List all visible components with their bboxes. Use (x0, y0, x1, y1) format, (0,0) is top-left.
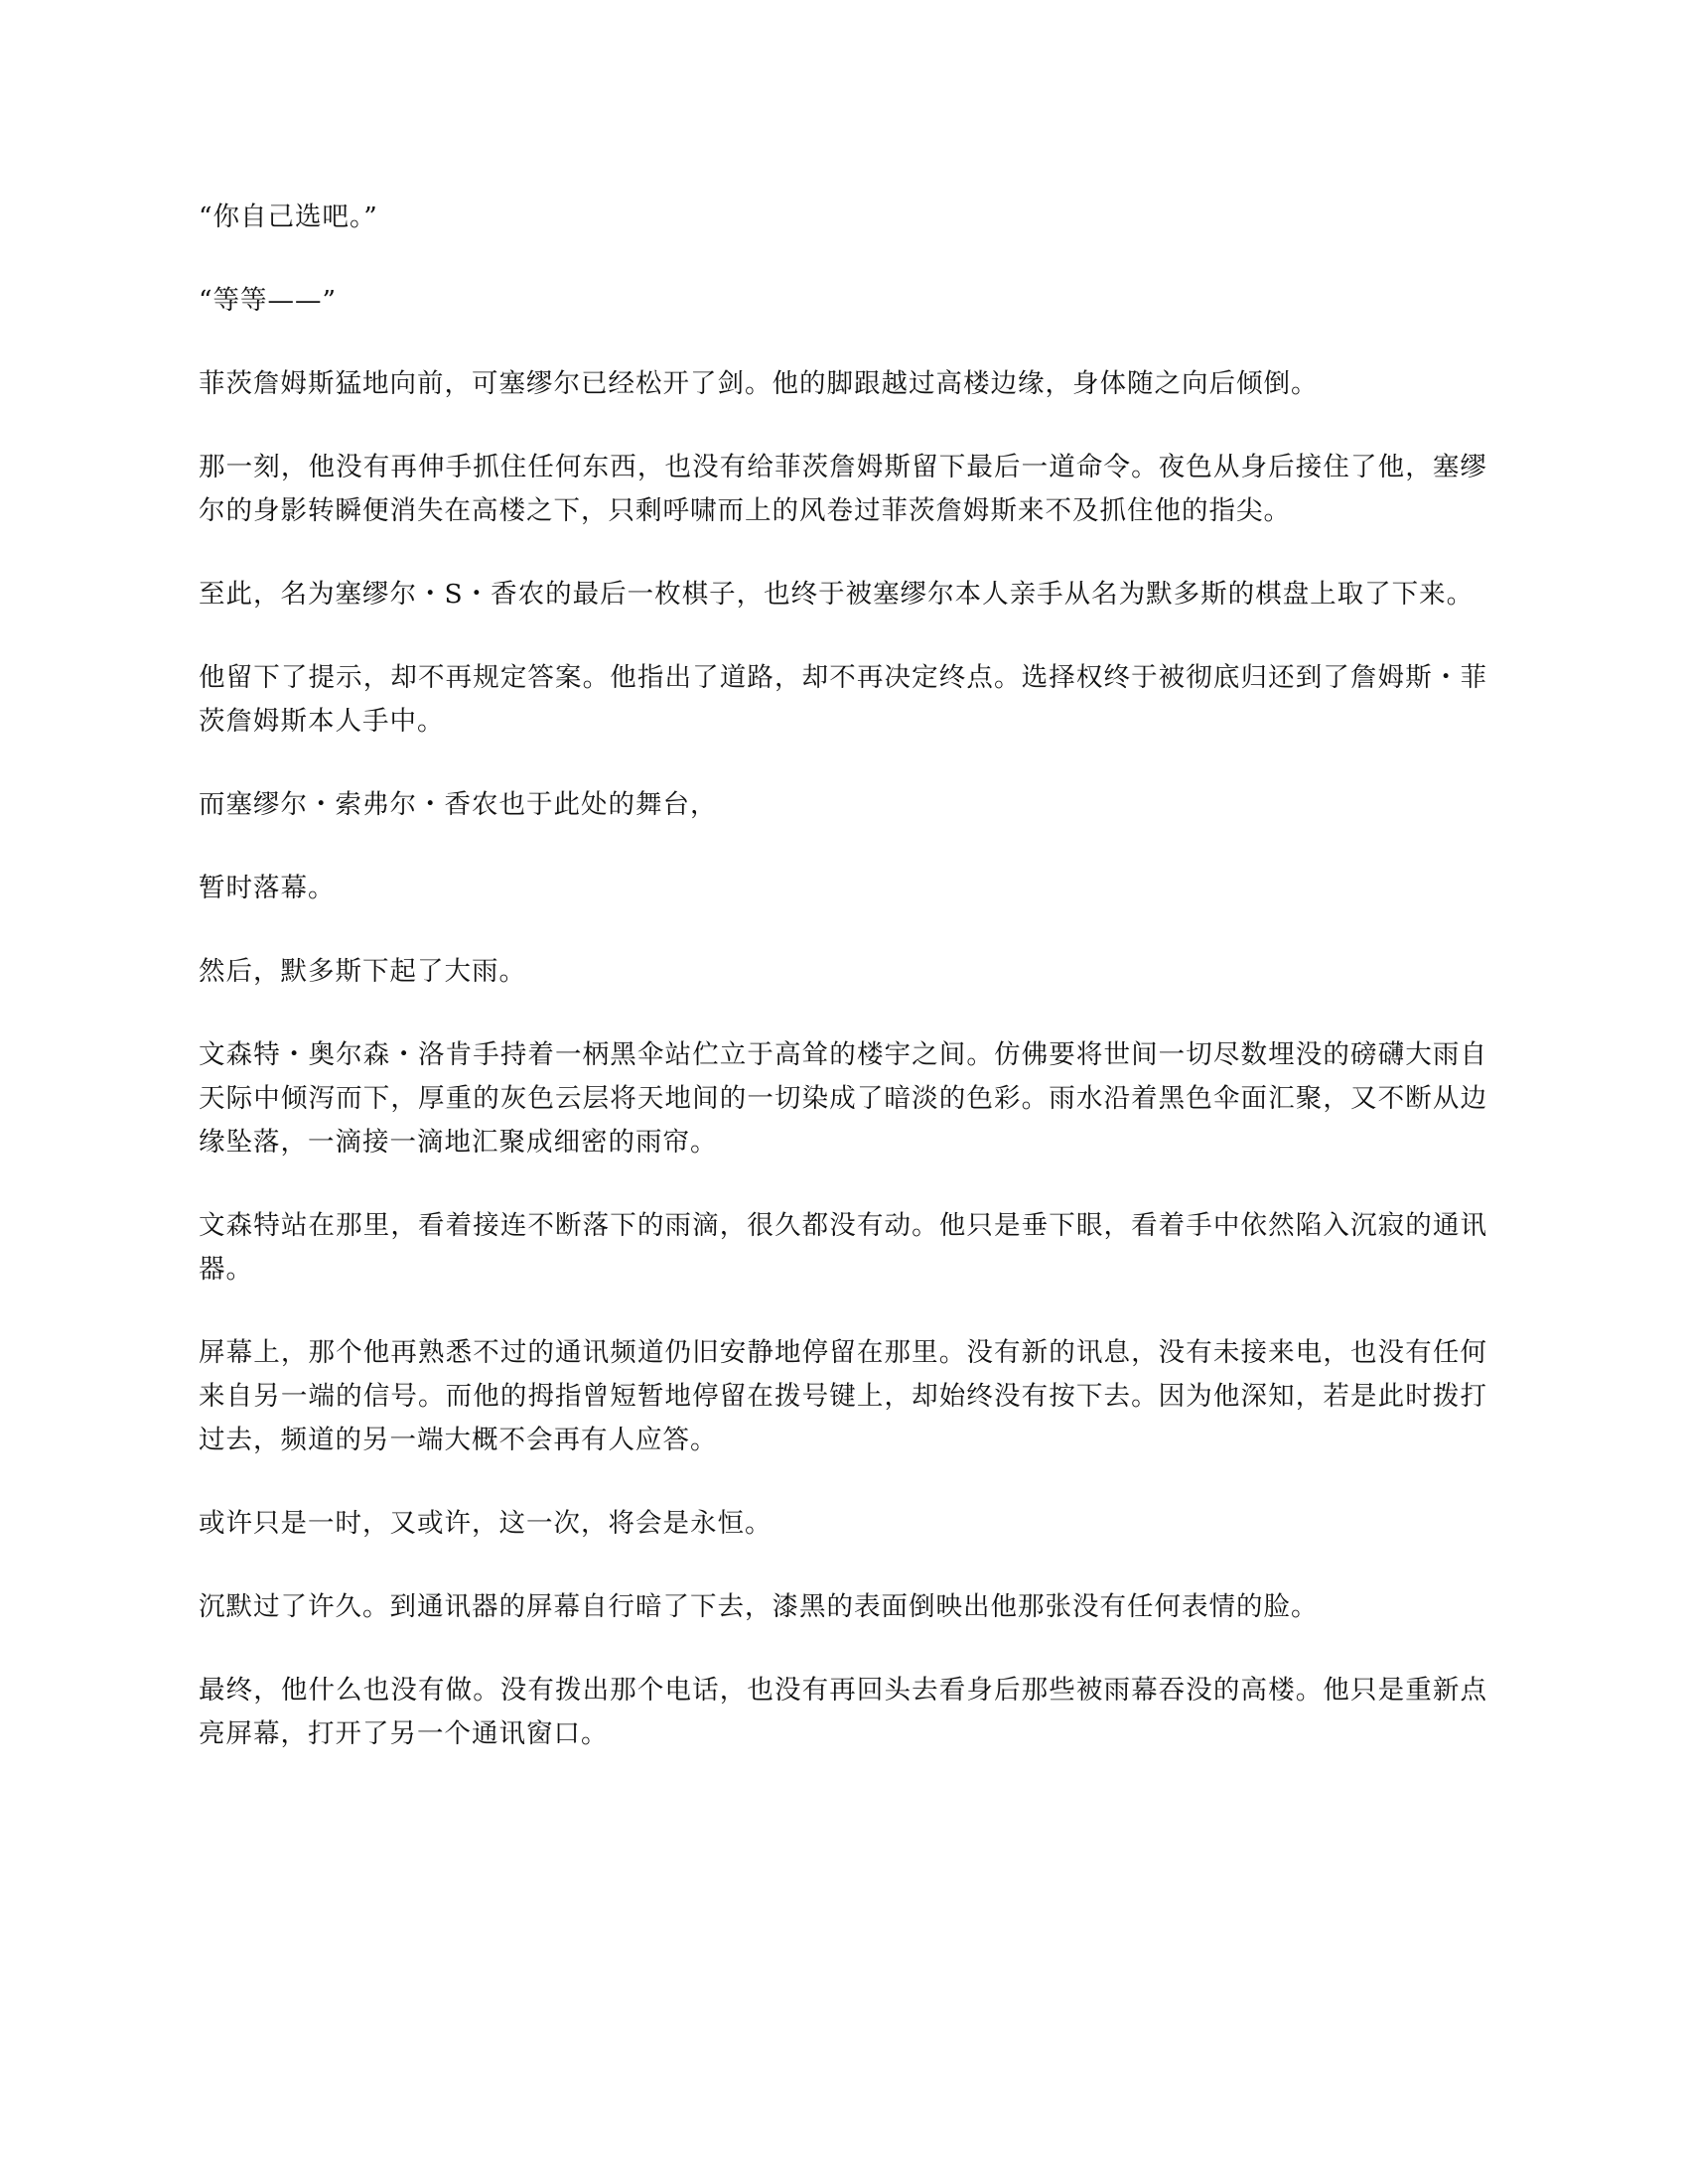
document-body (199, 196, 1487, 1796)
paragraph: 最终，他什么也没有做。没有拨出那个电话，也没有再回头去看身后那些被雨幕吞没的高楼。他只是重新点亮屏幕，打开了另一个通讯窗口。 (199, 1675, 1487, 1749)
paragraph: 菲茨詹姆斯猛地向前，可塞缪尔已经松开了剑。他的脚跟越过高楼边缘，身体随之向后倾倒。 (199, 368, 1319, 399)
paragraph: “你自己选吧。” (199, 202, 378, 232)
paragraph: 然后，默多斯下起了大雨。 (199, 956, 526, 987)
paragraph: “等等——” (199, 285, 338, 316)
paragraph: 屏幕上，那个他再熟悉不过的通讯频道仍旧安静地停留在那里。没有新的讯息，没有未接来电，也没有任何来自另一端的信号。而他的拇指曾短暂地停留在拨号键上，却始终没有按下去。因为他深知，若是此时拨打过去，频道的另一端大概不会再有人应答。 (199, 1337, 1487, 1455)
paragraph: 他留下了提示，却不再规定答案。他指出了道路，却不再决定终点。选择权终于被彻底归还到了詹姆斯・菲茨詹姆斯本人手中。 (199, 662, 1487, 737)
paragraph: 或许只是一时，又或许，这一次，将会是永恒。 (199, 1508, 773, 1539)
paragraph: 暂时落幕。 (199, 873, 336, 903)
paragraph: 文森特・奥尔森・洛肯手持着一柄黑伞站伫立于高耸的楼宇之间。仿佛要将世间一切尽数埋没的磅礴大雨自天际中倾泻而下，厚重的灰色云层将天地间的一切染成了暗淡的色彩。雨水沿着黑色伞面汇聚，又不断从边缘坠落，一滴接一滴地汇聚成细密的雨帘。 (199, 1039, 1487, 1158)
paragraph: 而塞缪尔・索弗尔・香农也于此处的舞台， (199, 789, 718, 820)
paragraph: 至此，名为塞缪尔・S・香农的最后一枚棋子，也终于被塞缪尔本人亲手从名为默多斯的棋盘上取了下来。 (199, 579, 1475, 610)
paragraph: 沉默过了许久。到通讯器的屏幕自行暗了下去，漆黑的表面倒映出他那张没有任何表情的脸。 (199, 1591, 1319, 1622)
paragraph: 那一刻，他没有再伸手抓住任何东西，也没有给菲茨詹姆斯留下最后一道命令。夜色从身后接住了他，塞缪尔的身影转瞬便消失在高楼之下，只剩呼啸而上的风卷过菲茨詹姆斯来不及抓住他的指尖。 (199, 452, 1487, 526)
paragraph: 文森特站在那里，看着接连不断落下的雨滴，很久都没有动。他只是垂下眼，看着手中依然陷入沉寂的通讯器。 (199, 1210, 1487, 1285)
